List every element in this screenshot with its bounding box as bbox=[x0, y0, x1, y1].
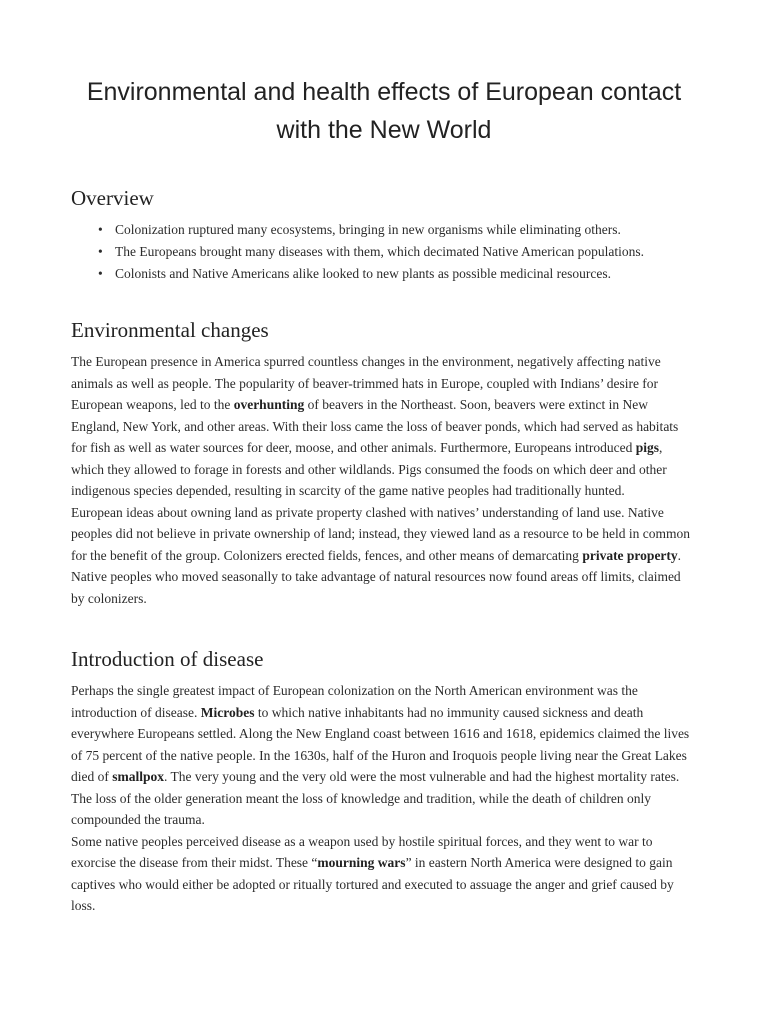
introduction-of-disease-heading: Introduction of disease bbox=[71, 647, 264, 671]
text-run: . The very young and the very old were the most vulnerable and had the highest mortality rates. The loss of the older generation meant the loss of knowledge and tradition, while the death of children only compounded the trauma. bbox=[71, 769, 680, 827]
disease-paragraph-1 bbox=[71, 680, 697, 831]
text-run: Perhaps the single greatest impact of European colonization on the North American environment was the introduction of disease. bbox=[71, 683, 638, 720]
text-run: ” in eastern North America were designed to gain captives who would either be adopted or ritually tortured and executed to assuage the anger and grief caused by loss. bbox=[71, 855, 674, 913]
overview-bullet-2: • The Europeans brought many diseases with them, which decimated Native American populations. bbox=[115, 241, 697, 263]
keyword-private-property: private property bbox=[582, 547, 678, 563]
text-run: . Native peoples who moved seasonally to take advantage of natural resources now found areas off limits, claimed by colonizers. bbox=[71, 547, 682, 606]
disease-paragraph-2 bbox=[71, 831, 697, 917]
text-run: Some native peoples perceived disease as a weapon used by hostile spiritual forces, and they went to war to exorcise the disease from their midst. These “ bbox=[71, 833, 653, 870]
environmental-paragraph-2 bbox=[71, 502, 697, 610]
keyword-microbes: Microbes bbox=[200, 704, 255, 720]
overview-bullet-3: • Colonists and Native Americans alike looked to new plants as possible medicinal resources. bbox=[115, 263, 697, 285]
keyword-pigs: pigs bbox=[635, 440, 660, 455]
environmental-changes-heading: Environmental changes bbox=[71, 318, 269, 342]
text-run: to which native inhabitants had no immunity caused sickness and death everywhere Europeans settled. Along the New England coast between 1616 and 1618, epidemics claimed the lives of 75 percent of the native people. In the 1630s, half of the Huron and Iroquois people living near the Great Lakes died of bbox=[71, 704, 690, 784]
keyword-mourning-wars: mourning wars bbox=[317, 855, 406, 870]
text-run: of beavers in the Northeast. Soon, beavers were extinct in New England, New York, and other areas. With their loss came the loss of beaver ponds, which had served as habitats for fish as well as water sources for deer, moose, and other animals. Furthermore, Europeans introduced bbox=[71, 397, 679, 455]
text-run: , which they allowed to forage in forests and other wildlands. Pigs consumed the foods on which deer and other indigenous species depended, resulting in scarcity of the game native peoples had traditionally hunted. bbox=[71, 440, 667, 498]
environmental-changes-body bbox=[71, 351, 697, 609]
text-run: The European presence in America spurred countless changes in the environment, negatively affecting native animals as well as people. The popularity of beaver-trimmed hats in Europe, coupled with Indians’ desire for European weapons, led to the bbox=[71, 354, 661, 412]
keyword-smallpox: smallpox bbox=[112, 769, 165, 784]
overview-list bbox=[71, 219, 697, 285]
introduction-of-disease-body bbox=[71, 680, 697, 917]
environmental-paragraph-1 bbox=[71, 351, 697, 502]
overview-bullet-1: • Colonization ruptured many ecosystems, bringing in new organisms while eliminating others. bbox=[115, 219, 697, 241]
overview-heading: Overview bbox=[71, 186, 154, 210]
text-run: European ideas about owning land as private property clashed with natives’ understanding of land use. Native peoples did not believe in private ownership of land; instead, they viewed land as a resource to be held in common for the benefit of the group. Colonizers erected fields, fences, and other means of demarcating bbox=[71, 504, 690, 563]
keyword-overhunting: overhunting bbox=[233, 397, 305, 412]
page-title: Environmental and health effects of European contact with the New World bbox=[86, 78, 682, 144]
